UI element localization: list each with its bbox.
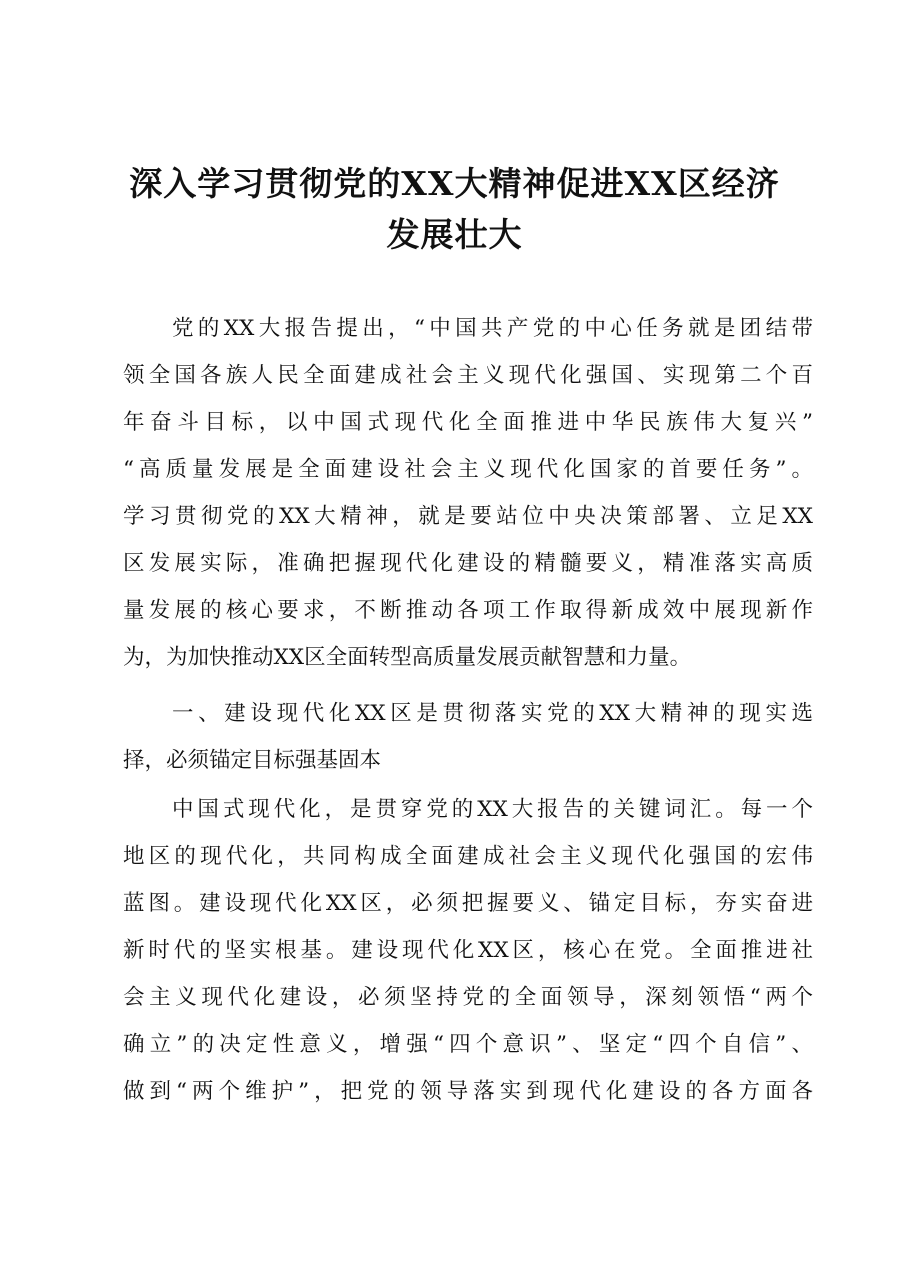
body-line: 地区的现代化，共同构成全面建成社会主义现代化强国的宏伟 — [123, 844, 813, 869]
body-line: 为，为加快推动XX区全面转型高质量发展贡献智慧和力量。 — [123, 645, 692, 670]
body-line: 学习贯彻党的XX大精神，就是要站位中央决策部署、立足XX — [123, 504, 813, 529]
body-line: 区发展实际，准确把握现代化建设的精髓要义，精准落实高质 — [123, 551, 813, 576]
body-line: 蓝图。建设现代化XX区，必须把握要义、锚定目标，夯实奋进 — [123, 891, 813, 916]
document-title-line-2: 发展壮大 — [386, 215, 523, 254]
body-line: 领全国各族人民全面建成社会主义现代化强国、实现第二个百 — [123, 363, 813, 388]
document-title-line-1: 深入学习贯彻党的XX大精神促进XX区经济 — [129, 164, 780, 203]
body-line: 会主义现代化建设，必须坚持党的全面领导，深刻领悟“两个 — [123, 985, 813, 1010]
section-heading-line: 一、建设现代化XX区是贯彻落实党的XX大精神的现实选 — [172, 701, 813, 726]
body-line: 量发展的核心要求，不断推动各项工作取得新成效中展现新作 — [123, 598, 813, 623]
body-line: 党的XX大报告提出，“中国共产党的中心任务就是团结带 — [172, 316, 813, 341]
body-line: 年奋斗目标，以中国式现代化全面推进中华民族伟大复兴” — [123, 410, 813, 435]
body-line: 确立”的决定性意义，增强“四个意识”、坚定“四个自信”、 — [123, 1032, 813, 1057]
body-line: 新时代的坚实根基。建设现代化XX区，核心在党。全面推进社 — [123, 938, 813, 963]
body-line: 中国式现代化，是贯穿党的XX大报告的关键词汇。每一个 — [172, 797, 813, 822]
body-line: 做到“两个维护”，把党的领导落实到现代化建设的各方面各 — [123, 1079, 813, 1104]
section-heading-line: 择，必须锚定目标强基固本 — [123, 748, 382, 773]
body-line: “高质量发展是全面建设社会主义现代化国家的首要任务”。 — [123, 457, 813, 482]
